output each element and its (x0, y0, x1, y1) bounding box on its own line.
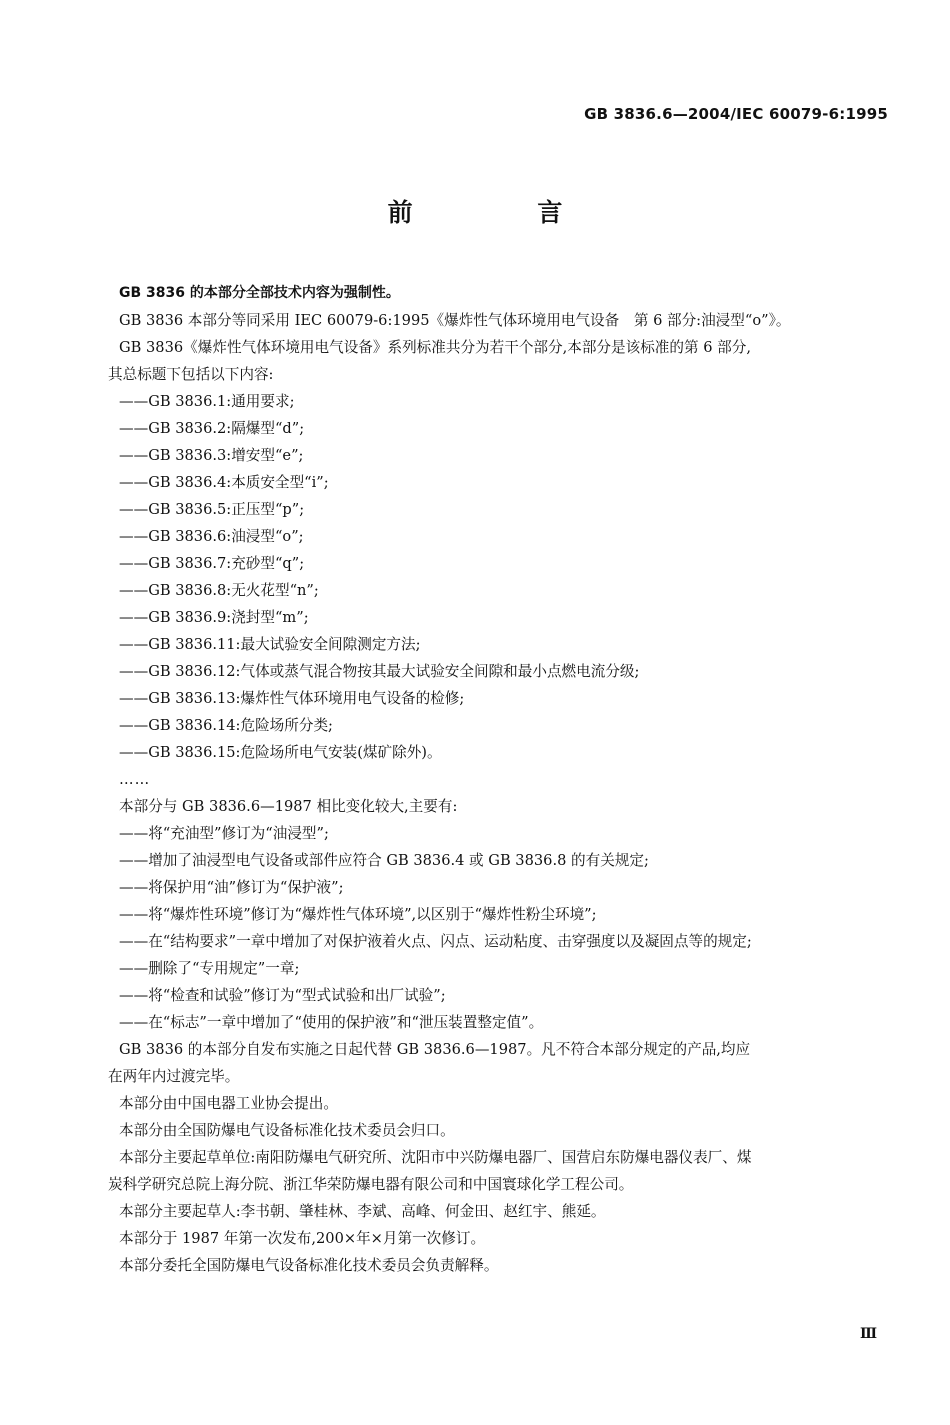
mandatory-statement: GB 3836 的本部分全部技术内容为强制性。 (119, 285, 400, 301)
list-item: ——GB 3836.6:油浸型“o”; (119, 528, 304, 545)
adoption-statement: GB 3836 本部分等同采用 IEC 60079-6:1995《爆炸性气体环境用电气设备 第 6 部分:油浸型“o”》。 (119, 312, 791, 329)
list-item: ——GB 3836.13:爆炸性气体环境用电气设备的检修; (119, 690, 465, 707)
list-item: ——在“标志”一章中增加了“使用的保护液”和“泄压装置整定值”。 (119, 1014, 544, 1031)
list-item: ——GB 3836.2:隔爆型“d”; (119, 420, 305, 437)
list-item: ——GB 3836.9:浇封型“m”; (119, 609, 309, 626)
list-item: ——GB 3836.15:危险场所电气安装(煤矿除外)。 (119, 744, 442, 761)
foreword-body (108, 280, 888, 1279)
list-item: ——GB 3836.11:最大试验安全间隙测定方法; (119, 636, 421, 653)
list-item: ——删除了“专用规定”一章; (119, 960, 300, 977)
list-item: ——GB 3836.3:增安型“e”; (119, 447, 304, 464)
list-item: ——在“结构要求”一章中增加了对保护液着火点、闪点、运动粘度、击穿强度以及凝固点等的规定; (119, 933, 752, 950)
drafting-units-line2: 炭科学研究总院上海分院、浙江华荣防爆电器有限公司和中国寰球化学工程公司。 (108, 1176, 634, 1193)
list-item: ——GB 3836.12:气体或蒸气混合物按其最大试验安全间隙和最小点燃电流分级; (119, 663, 640, 680)
list-item: ——增加了油浸型电气设备或部件应符合 GB 3836.4 或 GB 3836.8 的有关规定; (119, 852, 649, 869)
list-item: ——将保护用“油”修订为“保护液”; (119, 879, 344, 896)
drafting-units-line1: 本部分主要起草单位:南阳防爆电气研究所、沈阳市中兴防爆电器厂、国营启东防爆电器仪表厂、煤 (119, 1149, 752, 1166)
page-number: Ⅲ (859, 1326, 877, 1342)
history-statement: 本部分于 1987 年第一次发布,200×年×月第一次修订。 (119, 1230, 486, 1247)
list-item: ——GB 3836.1:通用要求; (119, 393, 295, 410)
list-item: ——GB 3836.8:无火花型“n”; (119, 582, 319, 599)
management-statement: 本部分由全国防爆电气设备标准化技术委员会归口。 (119, 1122, 455, 1139)
list-item: ——将“充油型”修订为“油浸型”; (119, 825, 329, 842)
series-statement-line2: 其总标题下包括以下内容: (108, 366, 274, 383)
changes-list (108, 820, 888, 1036)
list-item: ——GB 3836.5:正压型“p”; (119, 501, 305, 518)
list-item: ——GB 3836.14:危险场所分类; (119, 717, 333, 734)
list-item: ——GB 3836.7:充砂型“q”; (119, 555, 305, 572)
proposer-statement: 本部分由中国电器工业协会提出。 (119, 1095, 338, 1112)
replacement-statement-line1: GB 3836 的本部分自发布实施之日起代替 GB 3836.6—1987。凡不符合本部分规定的产品,均应 (119, 1041, 751, 1058)
standard-code-header: GB 3836.6—2004/IEC 60079-6:1995 (584, 105, 888, 123)
list-ellipsis: …… (119, 771, 151, 788)
list-item: ——将“爆炸性环境”修订为“爆炸性气体环境”,以区别于“爆炸性粉尘环境”; (119, 906, 597, 923)
list-item: ——将“检查和试验”修订为“型式试验和出厂试验”; (119, 987, 446, 1004)
changes-intro: 本部分与 GB 3836.6—1987 相比变化较大,主要有: (119, 798, 458, 815)
list-item: ——GB 3836.4:本质安全型“i”; (119, 474, 329, 491)
page-title: 前 言 (387, 198, 621, 227)
drafters-statement: 本部分主要起草人:李书朝、肇桂林、李斌、高峰、何金田、赵红宇、熊延。 (119, 1203, 606, 1220)
parts-list (108, 388, 888, 766)
series-statement-line1: GB 3836《爆炸性气体环境用电气设备》系列标准共分为若干个部分,本部分是该标准的第 6 部分, (119, 339, 751, 356)
replacement-statement-line2: 在两年内过渡完毕。 (108, 1068, 240, 1085)
interpretation-statement: 本部分委托全国防爆电气设备标准化技术委员会负责解释。 (119, 1257, 499, 1274)
